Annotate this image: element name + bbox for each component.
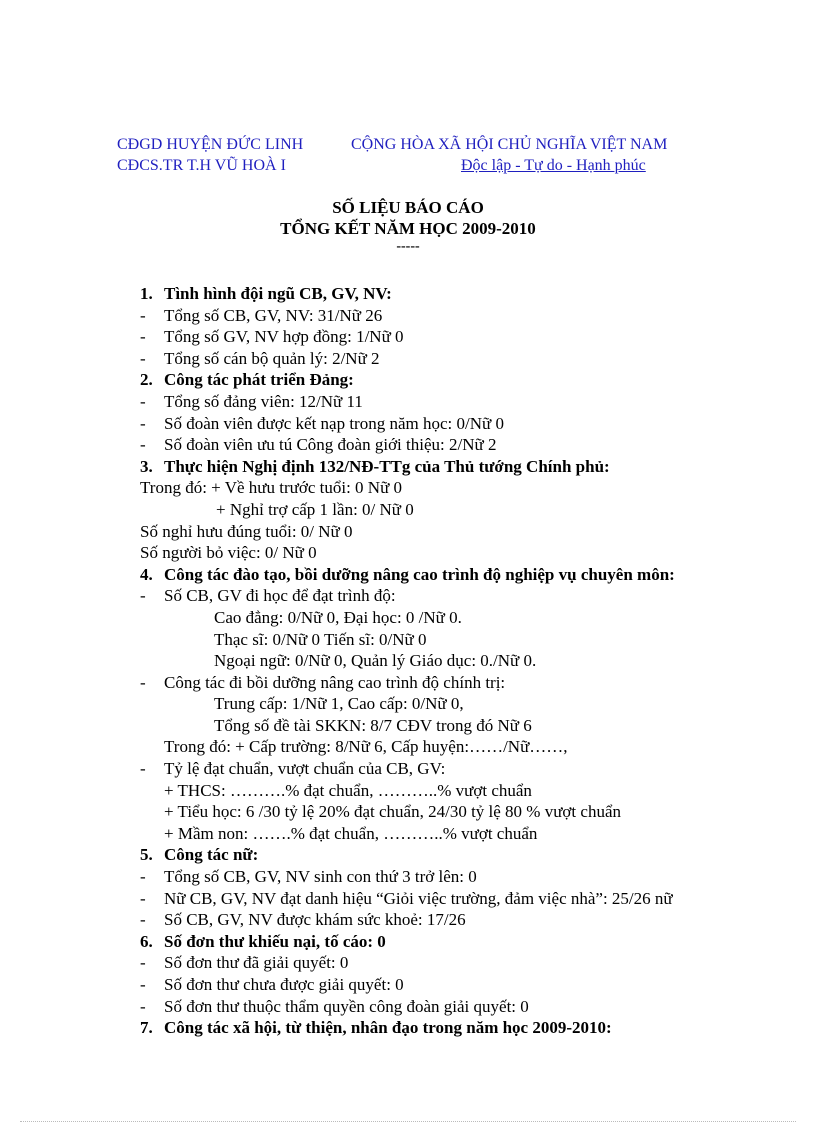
bullet-item bbox=[140, 952, 780, 974]
bullet-item bbox=[140, 866, 780, 888]
bullet-text: Số đơn thư đã giải quyết: 0 bbox=[164, 953, 349, 973]
dash-bullet: - bbox=[140, 391, 146, 411]
bullet-text: Tổng số cán bộ quản lý: 2/Nữ 2 bbox=[164, 348, 380, 368]
section-heading bbox=[140, 283, 780, 305]
section-number: 3. bbox=[140, 456, 153, 476]
section-number: 6. bbox=[140, 931, 153, 951]
section-heading-text: Số đơn thư khiếu nại, tố cáo: 0 bbox=[164, 931, 386, 951]
dash-bullet: - bbox=[140, 975, 146, 994]
section-heading-text: Công tác phát triển Đảng: bbox=[164, 370, 354, 390]
dash-bullet: - bbox=[140, 867, 146, 887]
text-line: Cao đẳng: 0/Nữ 0, Đại học: 0 /Nữ 0. bbox=[214, 607, 462, 627]
section-heading-text: Công tác xã hội, từ thiện, nhân đạo trong năm học 2009-2010: bbox=[164, 1018, 612, 1038]
bullet-item bbox=[140, 758, 780, 780]
text-line: Số nghỉ hưu đúng tuổi: 0/ Nữ 0 bbox=[140, 521, 353, 541]
text-line: Tổng số đề tài SKKN: 8/7 CĐV trong đó Nữ 6 bbox=[214, 715, 532, 735]
section-heading-text: Thực hiện Nghị định 132/NĐ-TTg của Thủ tướng Chính phủ: bbox=[164, 456, 610, 476]
bullet-item bbox=[140, 996, 780, 1018]
report-title: SỐ LIỆU BÁO CÁO bbox=[332, 198, 484, 217]
bullet-item bbox=[140, 326, 780, 348]
text-line: + Nghỉ trợ cấp 1 lần: 0/ Nữ 0 bbox=[216, 499, 414, 519]
bullet-text: Số CB, GV, NV được khám sức khoẻ: 17/26 bbox=[164, 910, 466, 930]
bullet-text: Tổng số đảng viên: 12/Nữ 11 bbox=[164, 391, 363, 411]
section-number: 7. bbox=[140, 1018, 153, 1038]
section-heading-text: Tình hình đội ngũ CB, GV, NV: bbox=[164, 284, 392, 303]
text-line: + Tiểu học: 6 /30 tỷ lệ 20% đạt chuẩn, 24/30 tỷ lệ 80 % vượt chuẩn bbox=[164, 802, 621, 822]
text-line: Thạc sĩ: 0/Nữ 0 Tiến sĩ: 0/Nữ 0 bbox=[214, 629, 427, 649]
report-body bbox=[140, 283, 780, 1039]
org-name-school: CĐCS.TR T.H VŨ HOÀ I bbox=[117, 157, 286, 174]
bullet-item bbox=[140, 974, 780, 996]
section-number: 2. bbox=[140, 370, 153, 390]
title-separator: ----- bbox=[396, 239, 420, 254]
dash-bullet: - bbox=[140, 759, 146, 779]
bullet-text: Tổng số GV, NV hợp đồng: 1/Nữ 0 bbox=[164, 327, 404, 347]
org-name-district: CĐGD HUYỆN ĐỨC LINH bbox=[117, 136, 304, 153]
section-heading-text: Công tác đào tạo, bồi dưỡng nâng cao trình độ nghiệp vụ chuyên môn: bbox=[164, 564, 675, 584]
section-number: 4. bbox=[140, 564, 153, 584]
bullet-item bbox=[140, 888, 780, 910]
dash-bullet: - bbox=[140, 327, 146, 347]
section-number: 1. bbox=[140, 284, 153, 303]
text-line: Ngoại ngữ: 0/Nữ 0, Quản lý Giáo dục: 0./Nữ 0. bbox=[214, 651, 537, 671]
section-heading bbox=[140, 564, 780, 586]
section-heading-text: Công tác nữ: bbox=[164, 845, 259, 865]
text-line: + THCS: ……….% đạt chuẩn, ………..% vượt chuẩn bbox=[164, 780, 532, 800]
bullet-text: Số đơn thư thuộc thẩm quyền công đoàn giải quyết: 0 bbox=[164, 996, 529, 1016]
bullet-text: Tỷ lệ đạt chuẩn, vượt chuẩn của CB, GV: bbox=[164, 759, 446, 779]
page-bottom-border bbox=[20, 1121, 796, 1122]
bullet-item bbox=[140, 909, 780, 931]
bullet-text: Số đơn thư chưa được giải quyết: 0 bbox=[164, 975, 404, 994]
bullet-text: Nữ CB, GV, NV đạt danh hiệu “Giỏi việc trường, đảm việc nhà”: 25/26 nữ bbox=[164, 888, 673, 908]
report-subtitle: TỔNG KẾT NĂM HỌC 2009-2010 bbox=[280, 219, 536, 238]
section-heading bbox=[140, 931, 780, 953]
section-heading bbox=[140, 369, 780, 391]
bullet-item bbox=[140, 391, 780, 413]
text-line: Số người bỏ việc: 0/ Nữ 0 bbox=[140, 543, 317, 563]
bullet-text: Tổng số CB, GV, NV: 31/Nữ 26 bbox=[164, 305, 383, 325]
dash-bullet: - bbox=[140, 888, 146, 908]
text-line: + Mầm non: …….% đạt chuẩn, ………..% vượt chuẩn bbox=[164, 823, 538, 843]
text-line: Trong đó: + Về hưu trước tuổi: 0 Nữ 0 bbox=[140, 478, 403, 498]
bullet-text: Số đoàn viên được kết nạp trong năm học: 0/Nữ 0 bbox=[164, 413, 504, 433]
section-heading bbox=[140, 456, 780, 478]
dash-bullet: - bbox=[140, 348, 146, 368]
dash-bullet: - bbox=[140, 910, 146, 930]
dash-bullet: - bbox=[140, 413, 146, 433]
section-heading bbox=[140, 1017, 780, 1039]
bullet-item bbox=[140, 672, 780, 694]
bullet-text: Số đoàn viên ưu tú Công đoàn giới thiệu: 2/Nữ 2 bbox=[164, 435, 497, 455]
dash-bullet: - bbox=[140, 305, 146, 325]
dash-bullet: - bbox=[140, 672, 146, 692]
bullet-item bbox=[140, 585, 780, 607]
text-line: Trong đó: + Cấp trường: 8/Nữ 6, Cấp huyện:……/Nữ……, bbox=[164, 737, 568, 757]
dash-bullet: - bbox=[140, 996, 146, 1016]
national-motto: Độc lập - Tự do - Hạnh phúc bbox=[461, 157, 646, 174]
bullet-text: Số CB, GV đi học để đạt trình độ: bbox=[164, 586, 396, 606]
dash-bullet: - bbox=[140, 586, 146, 606]
bullet-text: Công tác đi bồi dưỡng nâng cao trình độ chính trị: bbox=[164, 672, 506, 692]
bullet-item bbox=[140, 413, 780, 435]
dash-bullet: - bbox=[140, 953, 146, 973]
section-number: 5. bbox=[140, 845, 153, 865]
bullet-item bbox=[140, 305, 780, 327]
bullet-item bbox=[140, 348, 780, 370]
bullet-item bbox=[140, 434, 780, 456]
text-line: Trung cấp: 1/Nữ 1, Cao cấp: 0/Nữ 0, bbox=[214, 694, 464, 714]
section-heading bbox=[140, 844, 780, 866]
bullet-text: Tổng số CB, GV, NV sinh con thứ 3 trở lên: 0 bbox=[164, 867, 477, 887]
dash-bullet: - bbox=[140, 435, 146, 455]
national-title: CỘNG HÒA XÃ HỘI CHỦ NGHĨA VIỆT NAM bbox=[351, 136, 668, 153]
